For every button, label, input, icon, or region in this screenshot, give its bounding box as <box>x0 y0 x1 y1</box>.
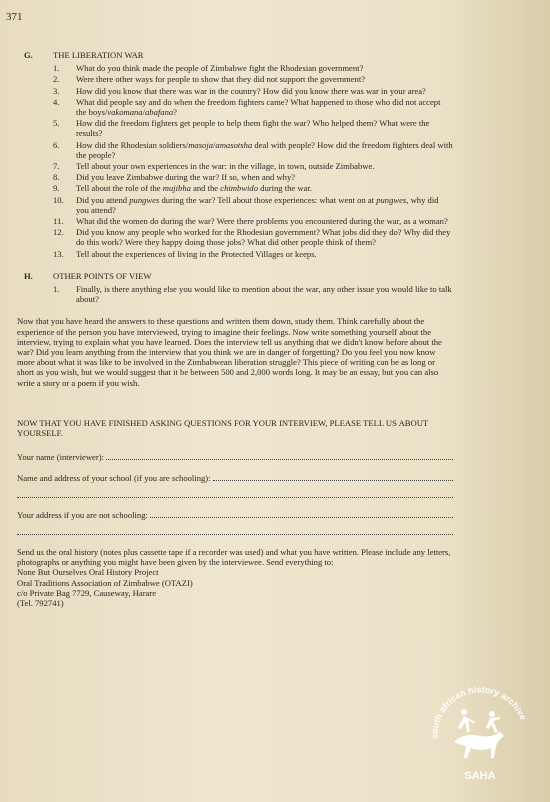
address-line: (Tel. 792741) <box>17 597 64 608</box>
question-item <box>53 63 453 73</box>
question-number: 1. <box>53 63 60 74</box>
question-text: Tell about the role of the mujibha and the chimbwido during the war. <box>76 183 312 194</box>
question-item <box>53 195 453 215</box>
question-number: 5. <box>53 118 60 129</box>
question-text: Tell about your own experiences in the war: in the village, in town, outside Zimbabwe. <box>76 161 375 172</box>
question-text: How did the freedom fighters get people to help them fight the war? Who helped them? What were the results? <box>76 118 430 139</box>
question-item <box>53 97 453 117</box>
animal-icon <box>454 732 504 758</box>
section-letter: G. <box>24 50 33 60</box>
question-number: 11. <box>53 216 64 227</box>
section-h-heading <box>17 271 453 281</box>
question-text: How did the Rhodesian soldiers/masoja/amasotsha deal with people? How did the freedom fighters deal with the people? <box>76 139 453 160</box>
question-item <box>53 140 453 160</box>
question-text: What do you think made the people of Zimbabwe fight the Rhodesian government? <box>76 63 364 74</box>
address-field <box>17 510 453 520</box>
question-text: What did people say and do when the freedom fighters came? What happened to those who did not accept the boys/vakomana/abafana? <box>76 96 441 118</box>
field-label: Your address if you are not schooling: <box>17 509 148 520</box>
document-body <box>17 50 453 608</box>
question-text: Did you know any people who worked for the Rhodesian government? What jobs did they do? Why did they do this work? Were they happy doing those jobs? What did other people think of them? <box>76 227 451 248</box>
question-text: How did you know that there was war in the country? How did you know there was war in your area? <box>76 85 426 96</box>
blank-line <box>213 473 453 481</box>
question-text: Tell about the experiences of living in the Protected Villages or keeps. <box>76 248 317 259</box>
section-title: THE LIBERATION WAR <box>53 50 144 60</box>
address-line: None But Ourselves Oral History Project <box>17 567 159 578</box>
figures-icon <box>454 709 504 758</box>
section-g-questions <box>53 63 453 259</box>
question-item <box>53 249 453 259</box>
question-number: 3. <box>53 85 60 96</box>
page-number: 371 <box>6 11 23 23</box>
question-text: Did you attend pungwes during the war? Tell about those experiences: what went on at pungwes, why did you attend? <box>76 194 439 215</box>
instruction-paragraph: Now that you have heard the answers to these questions and written them down, study them. Think carefully about the experience of the person you have interviewed, trying to imagine their feelings. Now write something yourself about the interview, trying to explain what you have learned. Does the interview tell us anything that we didn't know before about the war? Did you learn anything from the interview that you think we are in danger of forgetting? Do you feel you now know more about what it was like to be involved in the Zimbabwean liberation struggle? This piece of writing can be as long or short as you wish, but we would suggest that it be between 500 and 2,000 words long. It may be an essay, but you can also write a story or a poem if you wish. <box>17 316 442 388</box>
caps-instruction: NOW THAT YOU HAVE FINISHED ASKING QUESTIONS FOR YOUR INTERVIEW, PLEASE TELL US ABOUT YOURSELF. <box>17 417 429 439</box>
logo-abbr: SAHA <box>464 770 496 782</box>
question-text: Did you leave Zimbabwe during the war? If so, when and why? <box>76 172 296 183</box>
address-line: Oral Traditions Association of Zimbabwe (OTAZI) <box>17 577 193 588</box>
field-label: Name and address of your school (if you are schooling): <box>17 472 211 483</box>
section-h-questions <box>53 284 453 304</box>
interviewer-name-field <box>17 452 453 462</box>
blank-line <box>150 510 453 518</box>
question-number: 10. <box>53 194 64 205</box>
question-number: 4. <box>53 96 60 107</box>
question-item <box>53 284 453 304</box>
send-text: Send us the oral history (notes plus cassette tape if a recorder was used) and what you have written. Please include any letters, photographs or anything you might have been given by the interviewee. Send everything to: <box>17 546 451 568</box>
blank-line <box>17 526 453 535</box>
question-item <box>53 86 453 96</box>
question-item <box>53 161 453 171</box>
question-item <box>53 74 453 84</box>
question-number: 13. <box>53 248 64 259</box>
blank-line <box>106 452 453 460</box>
school-field <box>17 473 453 483</box>
saha-logo <box>420 672 540 792</box>
logo-arc-text: south african history archive <box>429 684 529 740</box>
question-number: 12. <box>53 227 64 238</box>
question-item <box>53 216 453 226</box>
question-text: Were there other ways for people to show that they did not support the government? <box>76 74 366 85</box>
address-line: c/o Private Bag 7729, Causeway, Harare <box>17 587 157 598</box>
blank-line <box>17 489 453 498</box>
question-item <box>53 227 453 247</box>
question-number: 8. <box>53 172 60 183</box>
question-number: 1. <box>53 284 60 295</box>
question-number: 6. <box>53 139 60 150</box>
question-item <box>53 118 453 138</box>
section-g-heading <box>17 50 453 60</box>
send-instructions <box>17 547 453 608</box>
section-title: OTHER POINTS OF VIEW <box>53 270 152 281</box>
question-item <box>53 172 453 182</box>
question-number: 9. <box>53 183 60 194</box>
field-label: Your name (interviewer): <box>17 452 104 463</box>
question-item <box>53 183 453 193</box>
question-number: 2. <box>53 74 60 85</box>
question-text: Finally, is there anything else you would like to mention about the war, any other issue you would like to talk about? <box>76 284 452 305</box>
question-text: What did the women do during the war? Were there problems you encountered during the war, as a woman? <box>76 216 448 227</box>
question-number: 7. <box>53 161 60 172</box>
section-letter: H. <box>24 270 33 281</box>
